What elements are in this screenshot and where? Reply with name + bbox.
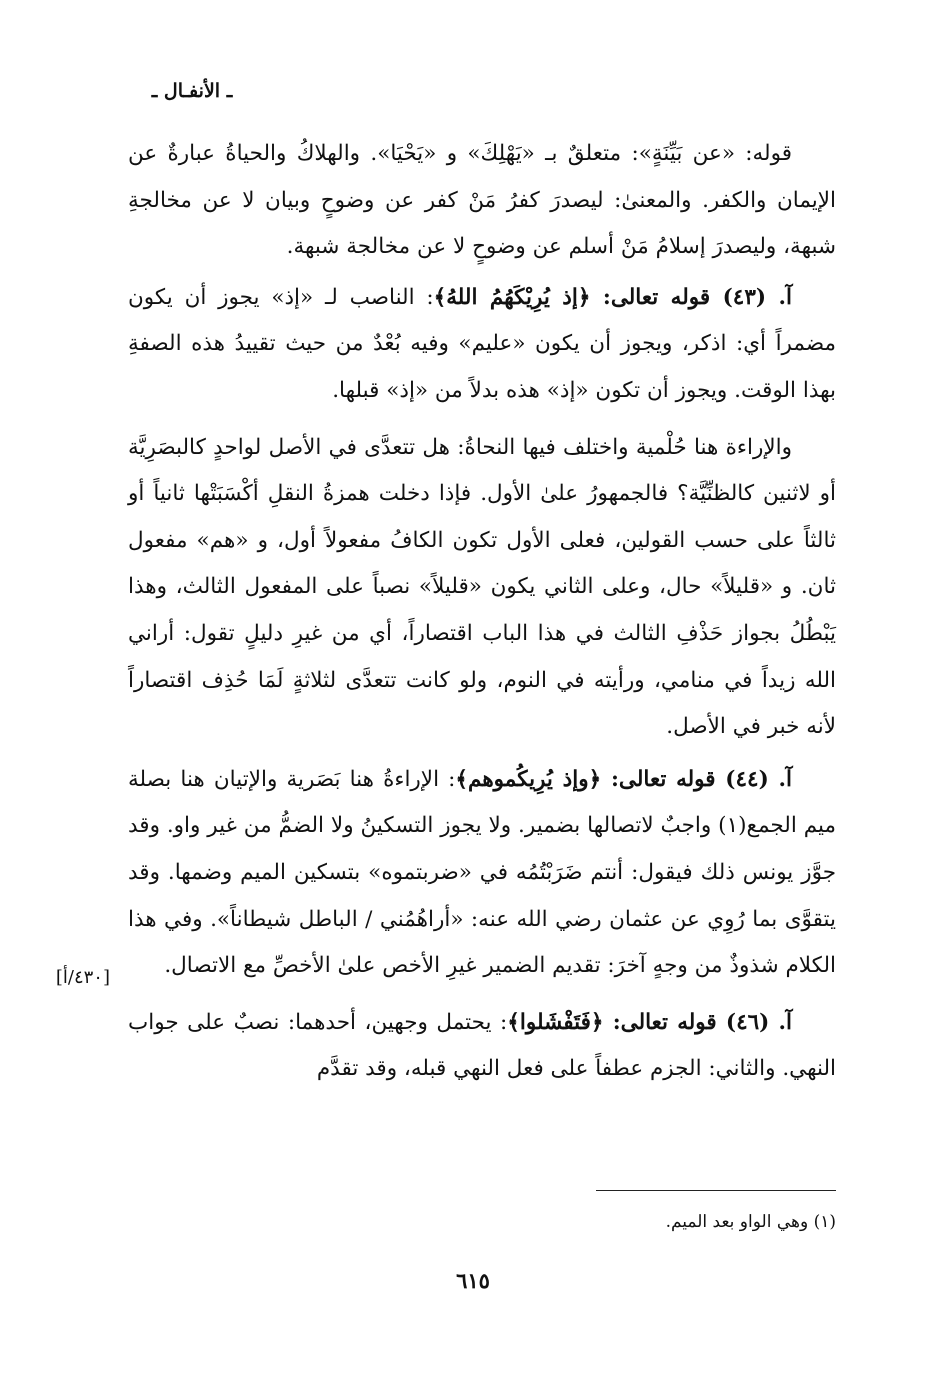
paragraph-4-text: : الإراءةُ هنا بَصَرية والإتيان هنا بصلة ميم الجمع(١) واجبٌ لاتصالها بضمير. ولا يجوز التسكينُ ولا الضمُّ من غير واو. وقد جوَّز يونس ذلك فيقول: أنتم ضَرَبْتُمُه في «ضربتموه» بتسكين الميم وضمها. وقد يتقوَّى بما رُوِي عن عثمان رضي الله عنه: «أراهُمُني / الباطل شيطاناً». وفي هذا الكلام شذوذٌ من وجهٍ آخرَ: تقديم الضمير غيرِ الأخص علىٰ الأخصِّ مع الاتصال.	[128, 766, 837, 979]
paragraph-4	[128, 757, 836, 990]
manuscript-folio-reference: [٤٣٠/أ]	[55, 967, 110, 988]
page-number: ٦١٥	[456, 1268, 490, 1293]
paragraph-2	[128, 275, 836, 415]
paragraph-5-text: : يحتمل وجهين، أحدهما: نصبٌ على جواب النهي. والثاني: الجزم عطفاً على فعل النهي قبله، وقد تقدَّم	[128, 1009, 836, 1082]
running-header: ـ الأنفـال ـ	[151, 80, 233, 102]
main-text-block	[128, 131, 836, 1093]
verse-lead-44: آ. (٤٤) قوله تعالى: ﴿وإذ يُرِيكُموهم﴾	[455, 766, 792, 792]
verse-lead-43: آ. (٤٣) قوله تعالى: ﴿إذ يُرِيْكَهُمُ اللهُ﴾	[433, 284, 792, 310]
verse-lead-46: آ. (٤٦) قوله تعالى: ﴿فَتَفْشَلوا﴾	[507, 1009, 792, 1035]
footnote: (١) وهي الواو بعد الميم.	[665, 1212, 836, 1232]
paragraph-1	[128, 131, 836, 271]
paragraph-5	[128, 1000, 836, 1093]
paragraph-2-text: : الناصب لـ «إذ» يجوز أن يكون مضمراً أي: اذكر، ويجوز أن يكون «عليم» وفيه بُعْدٌ من حيث تقييدُ هذه الصفةِ بهذا الوقت. ويجوز أن تكون «إذ» هذه بدلاً من «إذ» قبلها.	[128, 284, 836, 403]
paragraph-3	[128, 425, 836, 751]
paragraph-3-text: والإراءة هنا حُلْمية واختلف فيها النحاةُ: هل تتعدَّى في الأصل لواحدٍ كالبصَرِيَّة أو لاثنين كالظنِّيَّة؟ فالجمهورُ علىٰ الأول. فإذا دخلت همزةُ النقلِ أكْسَبَتْها ثانياً أو ثالثاً على حسب القولين، فعلى الأول تكون الكافُ مفعولاً أول، و «هم» مفعول ثان. و «قليلاً» حال، وعلى الثاني يكون «قليلاً» نصباً على المفعول الثالث، وهذا يَبْطُلُ بجواز حَذْفِ الثالث في هذا الباب اقتصاراً، أي من غيرِ دليلٍ تقول: أراني الله زيداً في منامي، ورأيته في النوم، ولو كانت تتعدَّى لثلاثةٍ لَمَا حُذِف اقتصاراً لأنه خبر في الأصل.	[128, 434, 836, 740]
paragraph-1-text: قوله: «عن بَيِّنَةٍ»: متعلقٌ بـ «يَهْلِكَ» و «يَحْيَا». والهلاكُ والحياةُ عبارةٌ عن الإيمان والكفر. والمعنىٰ: ليصدرَ كفرُ مَنْ كفر عن وضوحٍ وبيان لا عن مخالجةِ شبهة، وليصدرَ إسلامُ مَنْ أسلم عن وضوحٍ لا عن مخالجة شبهة.	[128, 141, 836, 260]
footnote-separator-line	[596, 1190, 836, 1191]
